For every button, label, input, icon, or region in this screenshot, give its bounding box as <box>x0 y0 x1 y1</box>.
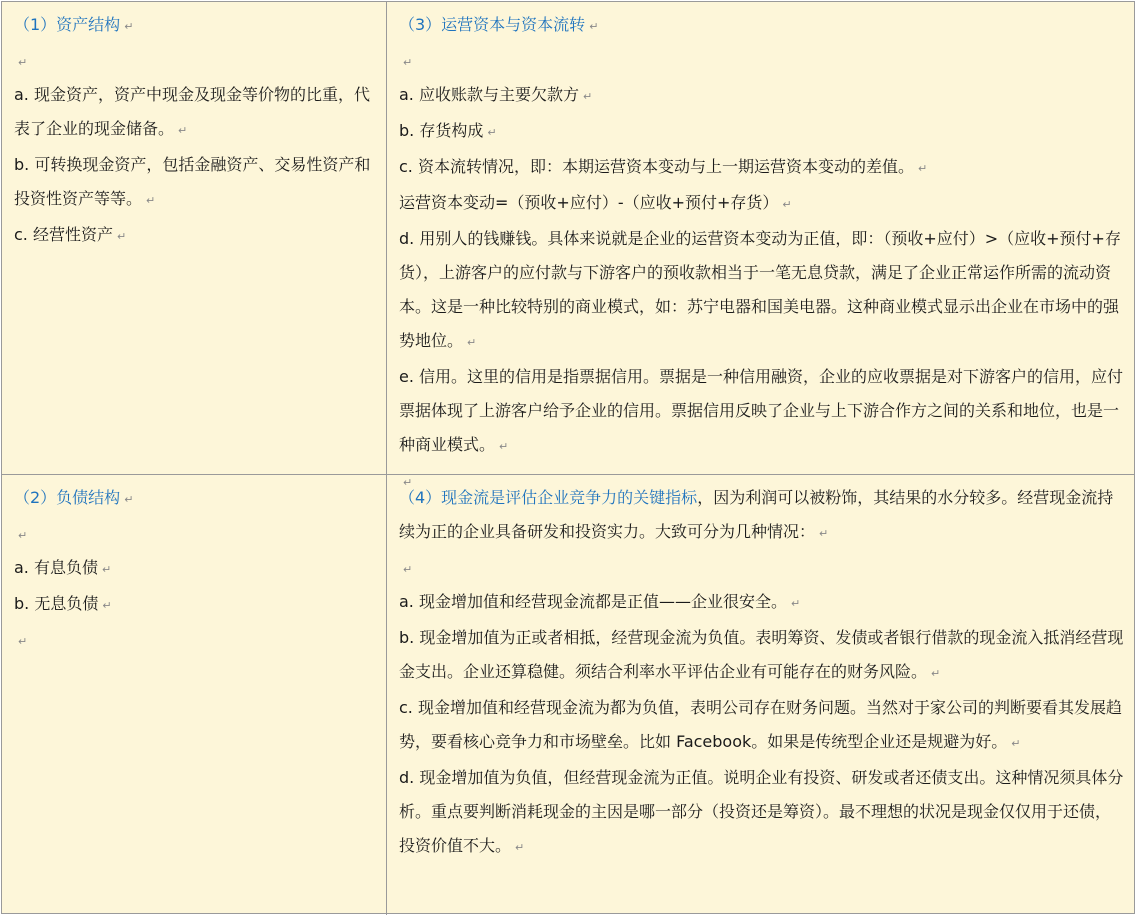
paragraph-mark-icon: ↵ <box>124 493 134 506</box>
paragraph-mark-icon: ↵ <box>790 597 801 610</box>
blank-line <box>399 551 1126 585</box>
working-capital-heading: （3）运营资本与资本流转 ↵ <box>399 15 599 34</box>
paragraph-mark-icon: ↵ <box>116 230 127 243</box>
paragraph-mark-icon: ↵ <box>589 20 599 33</box>
paragraph-mark-icon: ↵ <box>499 440 509 453</box>
paragraph-mark-icon: ↵ <box>403 56 413 69</box>
blank-line <box>14 517 378 551</box>
working-capital-item-c: c. 资本流转情况，即：本期运营资本变动与上一期运营资本变动的差值。 ↵ <box>399 157 928 176</box>
cash-flow-intro <box>399 481 1126 551</box>
cell-liability-structure <box>2 475 387 915</box>
liability-item-b: b. 无息负债 ↵ <box>14 594 112 613</box>
cell-asset-structure <box>2 2 387 475</box>
paragraph-mark-icon: ↵ <box>467 336 477 349</box>
paragraph-mark-icon: ↵ <box>18 635 28 648</box>
asset-item-c: c. 经营性资产 ↵ <box>14 225 127 244</box>
paragraph-mark-icon: ↵ <box>18 529 28 542</box>
cash-flow-item-b: b. 现金增加值为正或者相抵，经营现金流为负值。表明筹资、发债或者银行借款的现金流入抵消经营现金支出。企业还算稳健。须结合利率水平评估企业有可能存在的财务风险。 ↵ <box>399 628 1124 681</box>
cash-flow-item-a: a. 现金增加值和经营现金流都是正值——企业很安全。 ↵ <box>399 592 801 611</box>
blank-line <box>14 44 378 78</box>
blank-line <box>14 623 378 657</box>
working-capital-item-e: e. 信用。这里的信用是指票据信用。票据是一种信用融资，企业的应收票据是对下游客户的信用，应付票据体现了上游客户给予企业的信用。票据信用反映了企业与上下游合作方之间的关系和地位，也是一种商业模式。 ↵ <box>399 367 1124 454</box>
document-table <box>1 1 1135 914</box>
paragraph-mark-icon: ↵ <box>582 90 593 103</box>
paragraph-mark-icon: ↵ <box>515 841 525 854</box>
working-capital-formula: 运营资本变动=（预收+应付）-（应收+预付+存货） ↵ <box>399 193 792 212</box>
cash-flow-heading: （4）现金流是评估企业竞争力的关键指标 <box>399 488 698 507</box>
liability-structure-heading: （2）负债结构 ↵ <box>14 488 134 507</box>
paragraph-mark-icon: ↵ <box>782 198 792 211</box>
paragraph-mark-icon: ↵ <box>18 56 28 69</box>
asset-item-a: a. 现金资产，资产中现金及现金等价物的比重，代表了企业的现金储备。 ↵ <box>14 85 370 138</box>
paragraph-mark-icon: ↵ <box>1011 737 1021 750</box>
asset-structure-heading: （1）资产结构 ↵ <box>14 15 134 34</box>
paragraph-mark-icon: ↵ <box>917 162 928 175</box>
working-capital-item-d: d. 用别人的钱赚钱。具体来说就是企业的运营资本变动为正值，即：（预收+应付）>（应收+预付+存货），上游客户的应付款与下游客户的预收款相当于一笔无息贷款，满足了企业正常运作所需的流动资本。这是一种比较特别的商业模式，如：苏宁电器和国美电器。这种商业模式显示出企业在市场中的强势地位。 ↵ <box>399 229 1121 350</box>
paragraph-mark-icon: ↵ <box>931 667 941 680</box>
working-capital-item-a: a. 应收账款与主要欠款方 ↵ <box>399 85 593 104</box>
paragraph-mark-icon: ↵ <box>178 124 188 137</box>
paragraph-mark-icon: ↵ <box>124 20 134 33</box>
working-capital-item-b: b. 存货构成 ↵ <box>399 121 497 140</box>
cell-working-capital <box>387 2 1134 489</box>
cash-flow-item-d: d. 现金增加值为负值，但经营现金流为正值。说明企业有投资、研发或者还债支出。这种情况须具体分析。重点要判断消耗现金的主因是哪一部分（投资还是筹资）。最不理想的状况是现金仅仅用于还债，投资价值不大。 ↵ <box>399 768 1124 855</box>
paragraph-mark-icon: ↵ <box>487 126 497 139</box>
paragraph-mark-icon: ↵ <box>101 563 112 576</box>
liability-item-a: a. 有息负债 ↵ <box>14 558 112 577</box>
cell-cash-flow <box>387 475 1134 915</box>
asset-item-b: b. 可转换现金资产，包括金融资产、交易性资产和投资性资产等等。 ↵ <box>14 155 371 208</box>
cash-flow-intro-text: ，因为利润可以被粉饰，其结果的水分较多。经营现金流持续为正的企业具备研发和投资实力。大致可分为几种情况： <box>399 488 1114 541</box>
paragraph-mark-icon: ↵ <box>403 476 413 489</box>
cash-flow-item-c: c. 现金增加值和经营现金流为都为负值，表明公司存在财务问题。当然对于家公司的判断要看其发展趋势，要看核心竞争力和市场壁垒。比如 Facebook。如果是传统型企业还是规避为好。 ↵ <box>399 698 1122 751</box>
paragraph-mark-icon: ↵ <box>102 599 112 612</box>
paragraph-mark-icon: ↵ <box>146 194 156 207</box>
paragraph-mark-icon: ↵ <box>819 527 829 540</box>
blank-line <box>399 44 1126 78</box>
paragraph-mark-icon: ↵ <box>403 563 413 576</box>
